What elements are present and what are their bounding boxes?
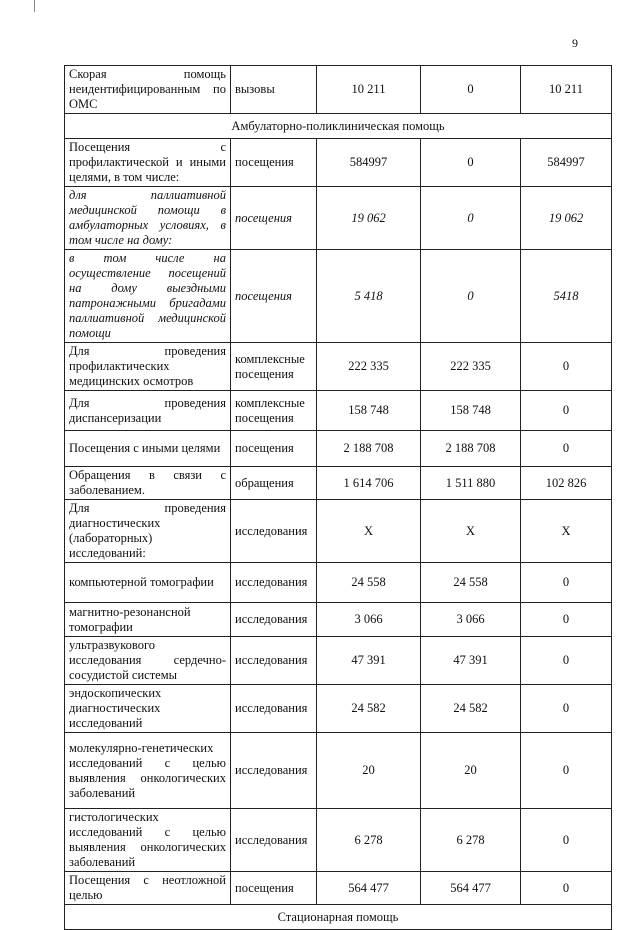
section-row [65,114,612,139]
row-value-budget-cell: 19 062 [521,187,612,250]
table-row [65,139,612,187]
table-row [65,872,612,905]
row-name-cell: Посещения с иными целями [65,431,231,467]
row-unit-cell: исследования [231,563,317,603]
row-value-total-cell: 47 391 [317,637,421,685]
row-value-budget-cell: 0 [521,733,612,809]
row-name-cell: Скорая помощь неидентифицированным по ОМС [65,66,231,114]
section-row [65,905,612,930]
row-unit-cell: посещения [231,431,317,467]
table-row [65,66,612,114]
row-value-oms-cell: 158 748 [421,391,521,431]
row-value-total-cell: 222 335 [317,343,421,391]
row-name-cell: ультразвукового исследования сердечно-сосудистой системы [65,637,231,685]
row-value-oms-cell: 47 391 [421,637,521,685]
row-name-cell: Для проведения диспансеризации [65,391,231,431]
table-row [65,431,612,467]
row-value-budget-cell: 0 [521,685,612,733]
row-name-cell: Посещения с неотложной целью [65,872,231,905]
row-value-oms-cell: X [421,500,521,563]
section-title: Стационарная помощь [65,905,612,930]
row-value-oms-cell: 3 066 [421,603,521,637]
row-value-oms-cell: 1 511 880 [421,467,521,500]
row-value-budget-cell: 102 826 [521,467,612,500]
row-unit-cell: посещения [231,139,317,187]
row-unit-cell: исследования [231,500,317,563]
row-value-oms-cell: 222 335 [421,343,521,391]
row-unit-cell: исследования [231,685,317,733]
row-value-oms-cell: 6 278 [421,809,521,872]
table-row [65,733,612,809]
section-title: Амбулаторно-поликлиническая помощь [65,114,612,139]
row-value-oms-cell: 0 [421,250,521,343]
row-unit-cell: исследования [231,603,317,637]
table-row [65,391,612,431]
row-value-total-cell: 564 477 [317,872,421,905]
row-value-oms-cell: 564 477 [421,872,521,905]
row-unit-cell: посещения [231,872,317,905]
row-name-cell: Для проведения диагностических (лабораторных) исследований: [65,500,231,563]
row-value-oms-cell: 0 [421,66,521,114]
row-unit-cell: посещения [231,187,317,250]
row-value-oms-cell: 0 [421,187,521,250]
row-value-budget-cell: 10 211 [521,66,612,114]
scan-edge-mark [34,0,35,12]
row-value-budget-cell: 5418 [521,250,612,343]
row-value-budget-cell: 0 [521,809,612,872]
row-value-total-cell: 158 748 [317,391,421,431]
row-unit-cell: вызовы [231,66,317,114]
row-value-budget-cell: 0 [521,872,612,905]
row-unit-cell: исследования [231,733,317,809]
row-value-total-cell: 10 211 [317,66,421,114]
row-value-total-cell: 24 558 [317,563,421,603]
row-unit-cell: обращения [231,467,317,500]
table-row [65,250,612,343]
table-row [65,187,612,250]
row-name-cell: Для проведения профилактических медицинских осмотров [65,343,231,391]
table-row [65,563,612,603]
row-value-total-cell: 20 [317,733,421,809]
row-value-total-cell: X [317,500,421,563]
row-name-cell: Обращения в связи с заболеванием. [65,467,231,500]
row-value-total-cell: 19 062 [317,187,421,250]
row-value-budget-cell: 0 [521,391,612,431]
row-name-cell: Посещения с профилактической и иными целями, в том числе: [65,139,231,187]
row-value-budget-cell: 0 [521,563,612,603]
row-value-total-cell: 24 582 [317,685,421,733]
table-row [65,637,612,685]
row-unit-cell: комплексные посещения [231,391,317,431]
row-name-cell: в том числе на осуществление посещений на дому выездными патронажными бригадами паллиативной медицинской помощи [65,250,231,343]
row-unit-cell: посещения [231,250,317,343]
table-row [65,343,612,391]
table-row [65,809,612,872]
row-value-budget-cell: X [521,500,612,563]
row-value-budget-cell: 0 [521,431,612,467]
row-value-oms-cell: 0 [421,139,521,187]
row-unit-cell: комплексные посещения [231,343,317,391]
table-body [65,66,612,930]
table-row [65,467,612,500]
table-row [65,500,612,563]
row-value-total-cell: 1 614 706 [317,467,421,500]
row-value-oms-cell: 2 188 708 [421,431,521,467]
volume-table [64,65,612,930]
table-row [65,685,612,733]
row-name-cell: гистологических исследований с целью выявления онкологических заболеваний [65,809,231,872]
row-value-oms-cell: 24 582 [421,685,521,733]
row-name-cell: молекулярно-генетических исследований с целью выявления онкологических заболеваний [65,733,231,809]
row-value-budget-cell: 0 [521,637,612,685]
row-value-budget-cell: 0 [521,343,612,391]
row-value-oms-cell: 24 558 [421,563,521,603]
row-unit-cell: исследования [231,637,317,685]
row-value-total-cell: 5 418 [317,250,421,343]
row-name-cell: магнитно-резонансной томографии [65,603,231,637]
page-number: 9 [572,36,578,50]
row-value-budget-cell: 0 [521,603,612,637]
row-name-cell: для паллиативной медицинской помощи в амбулаторных условиях, в том числе на дому: [65,187,231,250]
row-value-total-cell: 2 188 708 [317,431,421,467]
row-value-total-cell: 6 278 [317,809,421,872]
row-value-total-cell: 584997 [317,139,421,187]
row-value-total-cell: 3 066 [317,603,421,637]
row-name-cell: компьютерной томографии [65,563,231,603]
row-unit-cell: исследования [231,809,317,872]
row-value-oms-cell: 20 [421,733,521,809]
row-value-budget-cell: 584997 [521,139,612,187]
row-name-cell: эндоскопических диагностических исследований [65,685,231,733]
table-row [65,603,612,637]
